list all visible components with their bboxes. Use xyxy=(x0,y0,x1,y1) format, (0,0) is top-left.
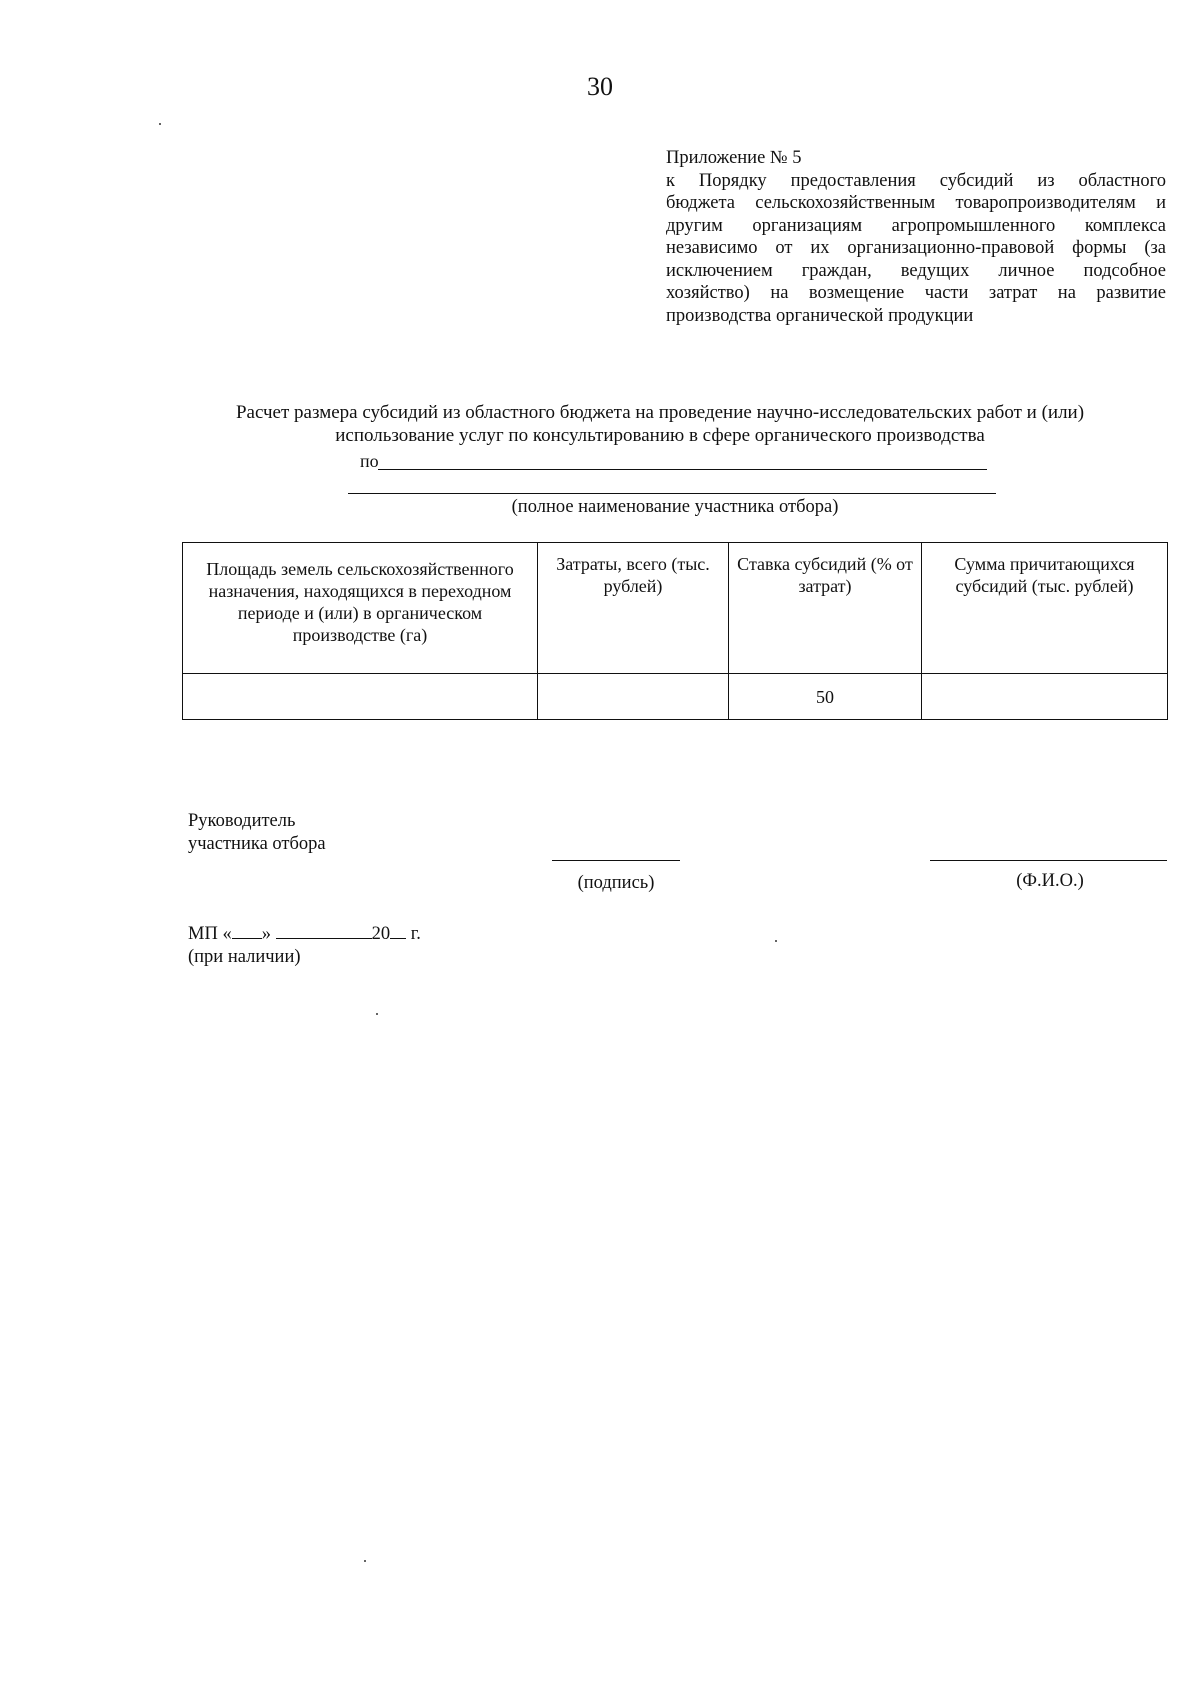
stamp-note: (при наличии) xyxy=(188,947,301,967)
scan-speck xyxy=(775,940,777,942)
table-row xyxy=(183,674,1168,720)
appendix-block xyxy=(666,147,1166,327)
signature-line[interactable] xyxy=(552,860,680,861)
appendix-line: производства органической продукции xyxy=(666,305,974,326)
header-subsidy-rate: Ставка субсидий (% от затрат) xyxy=(729,543,922,674)
title-line: использование услуг по консультированию в сфере органического производства xyxy=(335,425,985,446)
year-blank[interactable] xyxy=(390,922,406,939)
signer-title: Руководитель xyxy=(188,811,296,831)
header-subsidy-amount: Сумма причитающихся субсидий (тыс. рублей) xyxy=(922,543,1168,674)
scan-speck xyxy=(364,1560,366,1562)
scan-speck xyxy=(376,1013,378,1015)
cell-total-costs[interactable] xyxy=(538,674,729,720)
po-label: по xyxy=(360,451,379,471)
participant-caption: (полное наименование участника отбора) xyxy=(511,497,839,517)
cell-land-area[interactable] xyxy=(183,674,538,720)
appendix-line: хозяйство) на возмещение части затрат на развитие xyxy=(666,283,1166,303)
mp-label: МП xyxy=(188,924,218,944)
appendix-line: бюджета сельскохозяйственным товаропроизводителям и xyxy=(666,193,1166,213)
participant-name-line[interactable] xyxy=(378,469,987,470)
appendix-line: другим организациям агропромышленного комплекса xyxy=(666,215,1166,236)
signer-title: участника отбора xyxy=(188,834,326,854)
month-blank[interactable] xyxy=(276,922,372,939)
cell-subsidy-amount[interactable] xyxy=(922,674,1168,720)
title-line: Расчет размера субсидий из областного бюджета на проведение научно-исследовательских работ и (или) xyxy=(235,402,1085,423)
signature-caption: (подпись) xyxy=(577,873,655,893)
appendix-line: к Порядку предоставления субсидий из областного xyxy=(666,170,1166,191)
header-land-area: Площадь земель сельскохозяйственного назначения, находящихся в переходном периоде и (или) в органическом производстве (га) xyxy=(183,543,538,674)
page-number: 30 xyxy=(587,72,613,101)
year-prefix: 20 xyxy=(371,924,391,944)
header-total-costs: Затраты, всего (тыс. рублей) xyxy=(538,543,729,674)
quote-open: « xyxy=(222,924,232,944)
appendix-heading: Приложение № 5 xyxy=(666,148,802,168)
appendix-line: исключением граждан, ведущих личное подсобное xyxy=(666,260,1166,281)
appendix-line: независимо от их организационно-правовой формы (за xyxy=(666,238,1166,258)
table-header-row xyxy=(183,543,1168,674)
full-name-caption: (Ф.И.О.) xyxy=(1016,871,1084,891)
stamp-date-block xyxy=(188,922,421,969)
cell-subsidy-rate: 50 xyxy=(729,674,922,720)
subsidy-calculation-table xyxy=(182,542,1168,720)
document-title xyxy=(180,401,1140,447)
stamp-date-line xyxy=(188,922,421,946)
year-suffix: г. xyxy=(410,924,421,944)
participant-name-line-2[interactable] xyxy=(348,493,996,494)
day-blank[interactable] xyxy=(232,922,262,939)
quote-close: » xyxy=(261,924,271,944)
full-name-line[interactable] xyxy=(930,860,1167,861)
scan-speck xyxy=(159,123,161,125)
signer-block xyxy=(188,810,326,856)
